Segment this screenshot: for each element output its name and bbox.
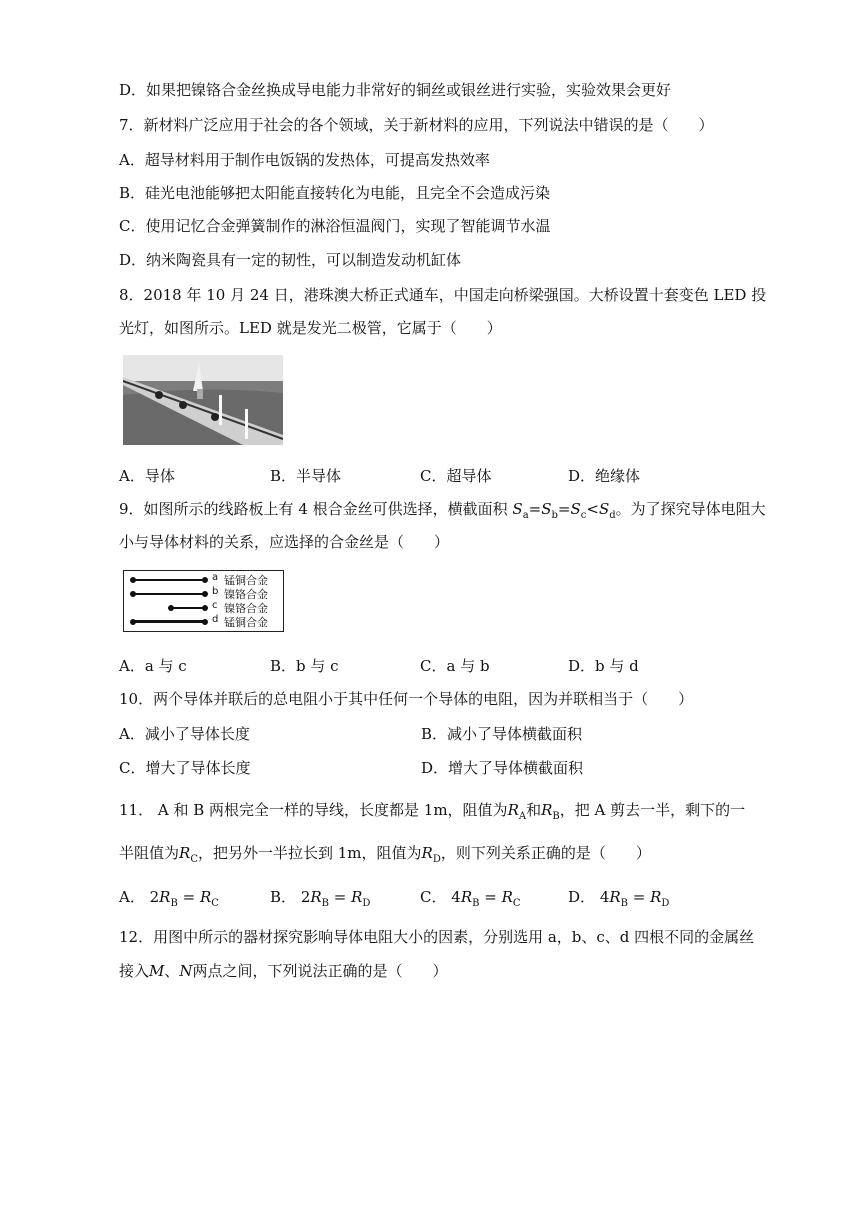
q11-option-c: C． $4R_B = R_C$ [420, 888, 521, 909]
bridge-photo [123, 355, 283, 445]
q8-stem-line2: 光灯，如图所示。LED 就是发光二极管，它属于（ ） [119, 319, 502, 337]
wire-a: a 锰铜合金 [130, 573, 280, 587]
q10-option-b: B．减小了导体横截面积 [421, 725, 583, 743]
q8-stem-line1: 8．2018 年 10 月 24 日，港珠澳大桥正式通车，中国走向桥梁强国。大桥设置十套变色 LED 投 [119, 286, 767, 304]
q8-option-a: A．导体 [119, 467, 175, 485]
q7-stem: 7．新材料广泛应用于社会的各个领域，关于新材料的应用，下列说法中错误的是（ ） [119, 116, 714, 134]
q10-option-a: A．减小了导体长度 [119, 725, 250, 743]
q9-option-a: A．a 与 c [119, 657, 187, 675]
q11-option-d: D． $4R_B = R_D$ [568, 888, 670, 909]
q9-option-b: B．b 与 c [270, 657, 339, 675]
q7-option-b: B．硅光电池能够把太阳能直接转化为电能，且完全不会造成污染 [119, 184, 551, 202]
q7-option-c: C．使用记忆合金弹簧制作的淋浴恒温阀门，实现了智能调节水温 [119, 217, 551, 235]
q12-stem-line2: 接入M、N两点之间，下列说法正确的是（ ） [119, 962, 448, 980]
q8-option-b: B．半导体 [270, 467, 342, 485]
q6-option-d: D．如果把镍铬合金丝换成导电能力非常好的铜丝或银丝进行实验，实验效果会更好 [119, 81, 672, 99]
q12-stem-line1: 12．用图中所示的器材探究影响导体电阻大小的因素，分别选用 a，b、c、d 四根不同的金属丝 [119, 928, 755, 946]
q7-option-a: A．超导材料用于制作电饭锅的发热体，可提高发热效率 [119, 151, 490, 169]
wire-d: d 锰铜合金 [130, 615, 280, 629]
wire-board-figure [123, 570, 284, 632]
q9-option-c: C．a 与 b [420, 657, 490, 675]
q11-option-b: B． $2R_B = R_D$ [270, 888, 371, 909]
q11-stem-line2: 半阻值为$R_C$，把另外一半拉长到 1m，阻值为$R_D$，则下列关系正确的是（ ） [119, 844, 651, 865]
q10-option-c: C．增大了导体长度 [119, 759, 251, 777]
q7-option-d: D．纳米陶瓷具有一定的韧性，可以制造发动机缸体 [119, 251, 462, 269]
q8-option-d: D．绝缘体 [568, 467, 641, 485]
wire-b: b 镍铬合金 [130, 587, 280, 601]
q8-option-c: C．超导体 [420, 467, 492, 485]
wire-c: c 镍铬合金 [130, 601, 280, 615]
q9-stem-line2: 小与导体材料的关系，应选择的合金丝是（ ） [119, 533, 450, 551]
q10-option-d: D．增大了导体横截面积 [421, 759, 584, 777]
q9-stem-line1: 9．如图所示的线路板上有 4 根合金丝可供选择，横截面积 $S_a=S_b=S_c<S_d$。为了探究导体电阻大 [119, 500, 766, 521]
q10-stem: 10．两个导体并联后的总电阻小于其中任何一个导体的电阻，因为并联相当于（ ） [119, 690, 694, 708]
q11-option-a: A． $2R_B = R_C$ [119, 888, 219, 909]
q9-option-d: D．b 与 d [568, 657, 639, 675]
q11-stem-line1: 11． A 和 B 两根完全一样的导线，长度都是 1m，阻值为$R_A$和$R_B$，把 A 剪去一半，剩下的一 [119, 801, 746, 822]
